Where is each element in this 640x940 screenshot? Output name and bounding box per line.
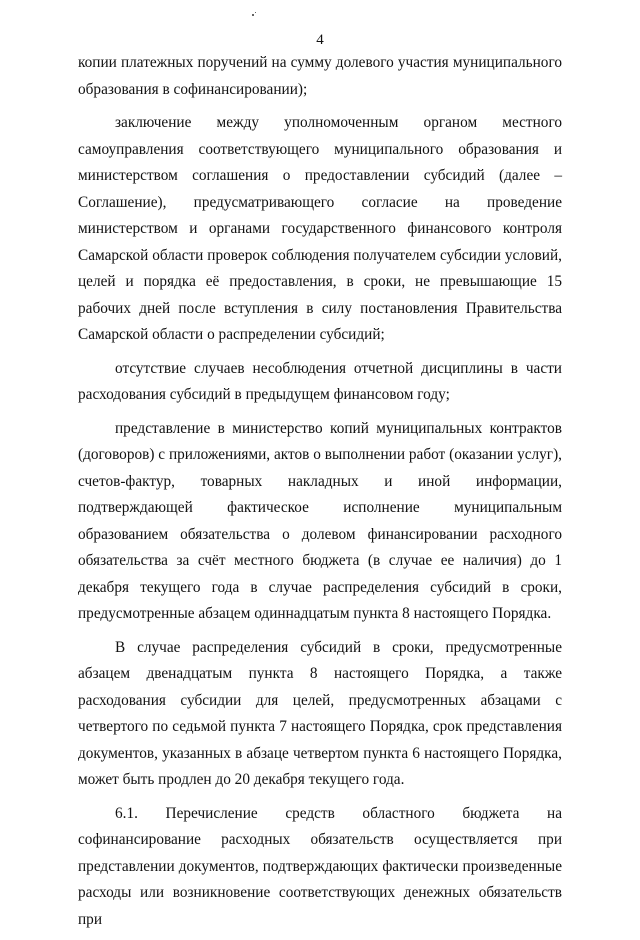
paragraph-contracts-submission: представление в министерство копий муниципальных контрактов (договоров) с приложениями, актов о выполнении работ (оказании услуг), счетов-фактур, товарных накладных и иной информации, подтверждающей фактическое исполнение муниципальным образованием обязательства о долевом финансировании расходного обязательства за счёт местного бюджета (в случае ее наличия) до 1 декабря текущего года в случае распределения субсидий в сроки, предусмотренные абзацем одиннадцатым пункта 8 настоящего Порядка. [78,419,562,622]
paragraph-agreement: заключение между уполномоченным органом местного самоуправления соответствующего муниципального образования и министерством соглашения о предоставлении субсидий (далее – Соглашение), предусматривающего согласие на проведение министерством и органами государственного финансового контроля Самарской области проверок соблюдения получателем субсидии условий, целей и порядка её предоставления, в сроки, не превышающие 15 рабочих дней после вступления в силу постановления Правительства Самарской области о распределении субсидий; [78,114,562,343]
scan-speck [252,14,254,16]
page-number: 4 [316,32,324,48]
paragraph-continuation: копии платежных поручений на сумму долевого участия муниципального образования в софинансировании); [78,54,562,98]
document-body [78,50,562,940]
paragraph-distribution-case: В случае распределения субсидий в сроки, предусмотренные абзацем двенадцатым пункта 8 настоящего Порядка, а также расходования субсидии для целей, предусмотренных абзацами с четвертого по седьмой пункта 7 настоящего Порядка, срок представления документов, указанных в абзаце четвертом пункта 6 настоящего Порядка, может быть продлен до 20 декабря текущего года. [78,638,562,788]
paragraph-reporting-discipline: отсутствие случаев несоблюдения отчетной дисциплины в части расходования субсидий в предыдущем финансовом году; [78,359,562,403]
scan-speck [255,12,256,13]
paragraph-6-1: 6.1. Перечисление средств областного бюджета на софинансирование расходных обязательств осуществляется при представлении документов, подтверждающих фактически произведенные расходы или возникновение соответствующих денежных обязательств при [78,804,562,928]
